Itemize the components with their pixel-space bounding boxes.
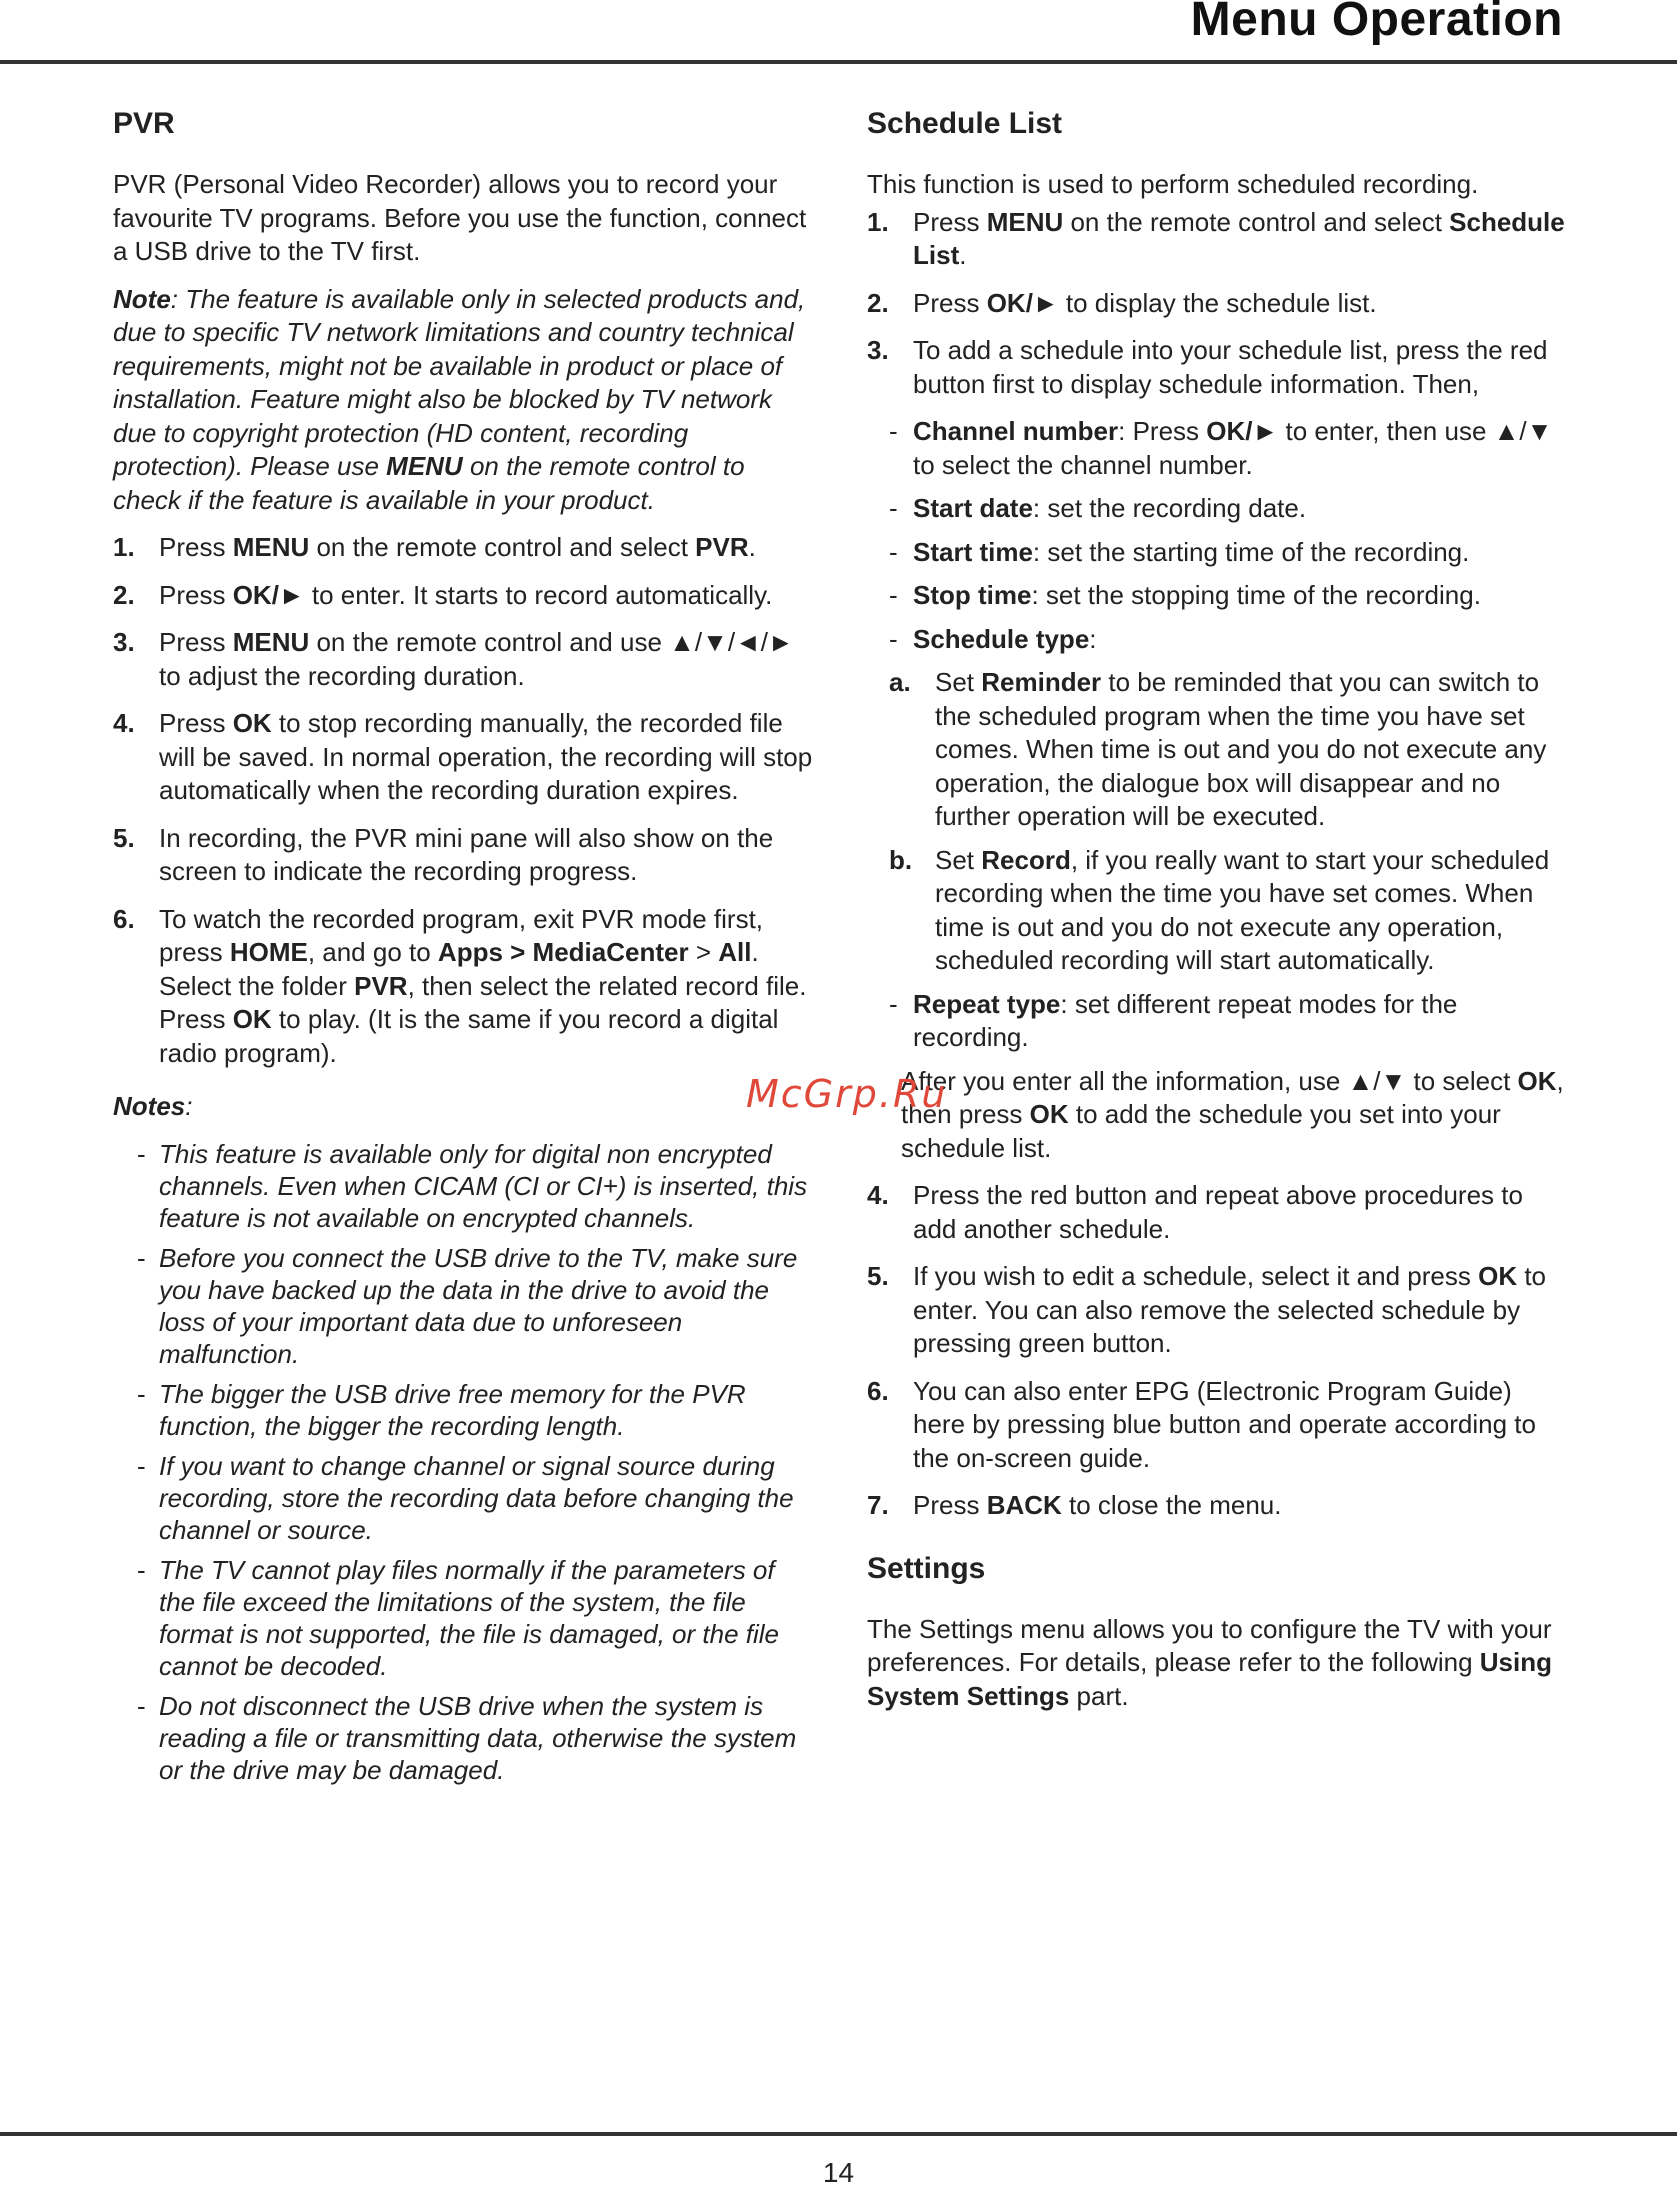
schedule-step: 7. Press BACK to close the menu. <box>867 1490 1282 1520</box>
schedule-step: 2. Press OK/► to display the schedule list. <box>867 287 1377 318</box>
header-divider <box>0 60 1677 64</box>
pvr-section <box>113 100 813 1794</box>
note-label: Note <box>113 283 171 314</box>
pvr-step: 5. In recording, the PVR mini pane will also show on the screen to indicate the recording progress. <box>113 822 774 886</box>
note-item: - The TV cannot play files normally if the parameters of the file exceed the limitations of the system, the file format is not supported, the file is damaged, or the file cannot be decoded. <box>137 1554 780 1681</box>
footer-divider <box>0 2132 1677 2136</box>
note-item: - Do not disconnect the USB drive when the system is reading a file or transmitting data, otherwise the system or the drive may be damaged. <box>137 1690 797 1785</box>
settings-text: The Settings menu allows you to configure the TV with your preferences. For details, please refer to the following Using System Settings part. <box>867 1613 1552 1711</box>
schedule-intro: This function is used to perform scheduled recording. <box>867 169 1479 199</box>
schedule-step: 4. Press the red button and repeat above procedures to add another schedule. <box>867 1180 1523 1244</box>
pvr-step: 3. Press MENU on the remote control and use ▲/▼/◄/► to adjust the recording duration. <box>113 627 794 691</box>
notes-heading: Notes: <box>113 1091 193 1121</box>
after-instruction: After you enter all the information, use ▲/▼ to select OK, then press OK to add the schedule you set into your schedule list. <box>901 1065 1564 1163</box>
pvr-note: Note: The feature is available only in selected products and, due to specific TV network limitations and country technical requirements, might not be available in product or place of installation. Feature might also be blocked by TV network due to copyright protection (HD content, recording protection). Please use MENU on the remote control to check if the feature is available in your product. <box>113 283 806 515</box>
schedule-section <box>867 100 1567 1727</box>
pvr-step: 6. To watch the recorded program, exit PVR mode first, press HOME, and go to Apps > MediaCenter > All. Select the folder PVR, then select the related record file. Press OK to play. (It is the same if you record a digital radio program). <box>113 903 807 1068</box>
field-item: - Channel number: Press OK/► to enter, then use ▲/▼ to select the channel number. <box>889 416 1553 480</box>
field-item: - Start time: set the starting time of the recording. <box>889 536 1470 567</box>
schedule-step: 1. Press MENU on the remote control and select Schedule List. <box>867 206 1565 270</box>
settings-heading: Settings <box>867 1551 986 1585</box>
note-item: - The bigger the USB drive free memory for the PVR function, the bigger the recording length. <box>137 1378 746 1441</box>
note-item: - This feature is available only for digital non encrypted channels. Even when CICAM (CI or CI+) is inserted, this feature is not available on encrypted channels. <box>137 1138 808 1233</box>
schedule-heading: Schedule List <box>867 107 1063 140</box>
note-item: - If you want to change channel or signal source during recording, store the recording data before changing the channel or source. <box>137 1450 794 1545</box>
pvr-step: 2. Press OK/► to enter. It starts to record automatically. <box>113 579 773 610</box>
pvr-step: 1. Press MENU on the remote control and select PVR. <box>113 532 756 562</box>
schedule-type-item: b. Set Record, if you really want to start your scheduled recording when the time you have set comes. When time is out and you do not execute any operation, scheduled recording will start automatically. <box>889 844 1550 975</box>
watermark: McGrp.Ru <box>746 1072 948 1116</box>
schedule-type-item: a. Set Reminder to be reminded that you can switch to the scheduled program when the time you have set comes. When time is out and you do not execute any operation, the dialogue box will disappear and no further operation will be executed. <box>889 667 1547 831</box>
field-item: - Schedule type: <box>889 623 1097 654</box>
field-item: - Stop time: set the stopping time of the recording. <box>889 580 1481 610</box>
field-item: - Start date: set the recording date. <box>889 493 1307 523</box>
schedule-step: 6. You can also enter EPG (Electronic Program Guide) here by pressing blue button and operate according to the on-screen guide. <box>867 1375 1536 1473</box>
field-item: - Repeat type: set different repeat modes for the recording. <box>889 988 1458 1052</box>
schedule-step: 3. To add a schedule into your schedule list, press the red button first to display schedule information. Then, <box>867 335 1548 399</box>
notes-list <box>113 1138 813 1786</box>
pvr-intro: PVR (Personal Video Recorder) allows you to record your favourite TV programs. Before you use the function, connect a USB drive to the TV first. <box>113 169 807 266</box>
pvr-step: 4. Press OK to stop recording manually, the recorded file will be saved. In normal operation, the recording will stop automatically when the recording duration expires. <box>113 708 813 805</box>
schedule-step: 5. If you wish to edit a schedule, select it and press OK to enter. You can also remove the selected schedule by pressing green button. <box>867 1261 1547 1358</box>
note-item: - Before you connect the USB drive to the TV, make sure you have backed up the data in the drive to avoid the loss of your important data due to unforeseen malfunction. <box>137 1242 798 1369</box>
pvr-heading: PVR <box>113 107 175 140</box>
page-title: Menu Operation <box>1190 0 1563 46</box>
page-number: 14 <box>822 2157 855 2188</box>
